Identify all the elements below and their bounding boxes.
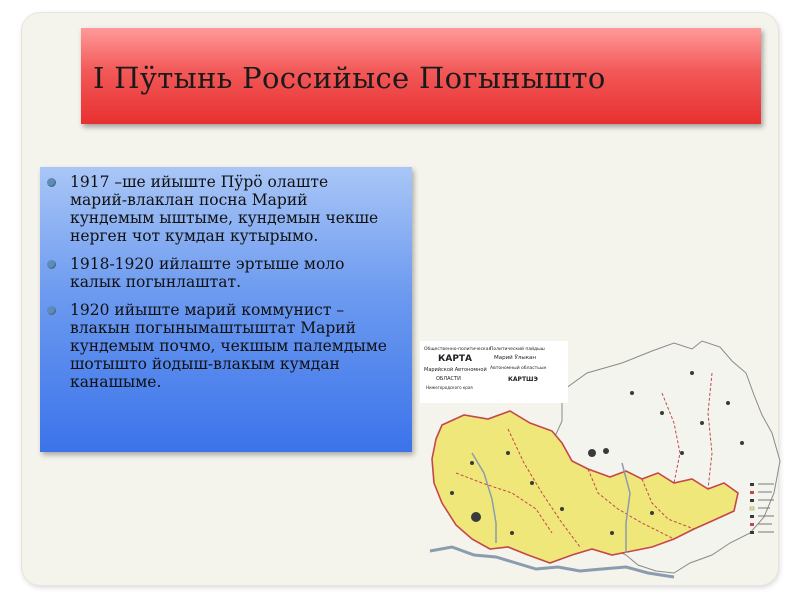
- map-legend-line: ОБЛАСТИ: [436, 376, 461, 382]
- map-legend-line: Марий Ӱлыкан: [494, 355, 537, 361]
- bullet-text: 1918-1920 ийлаште эртыше моло калык погынлаштат.: [70, 255, 345, 291]
- title-bar: [81, 28, 761, 124]
- bullet-dot-icon: [47, 178, 56, 187]
- map-legend-line: Автономный областьын: [490, 366, 547, 371]
- map-legend-line: КАРТШЭ: [508, 376, 538, 383]
- map-image: [412, 333, 782, 595]
- map-legend-line: Нижегородского края: [426, 385, 473, 390]
- content-box: [40, 167, 412, 452]
- bullet-list: [40, 173, 412, 401]
- bullet-item: [40, 173, 412, 245]
- bullet-item: [40, 255, 412, 291]
- bullet-text: 1917 –ше ийыште Пӱрӧ олаште марий-влаклан посна Марий кундемым ыштыме, кундемын чекше нерген чот кумдан кутырымо.: [70, 173, 379, 245]
- map-legend-line: Марийской Автономной: [424, 367, 487, 373]
- map-legend-line: Общественно-политическая: [424, 347, 492, 352]
- bullet-text: 1920 ийыште марий коммунист – влакын погынымаштыштат Марий кундемым почмо, чекшым палемдыме шотышто йодыш-влакым кумдан канашыме.: [70, 301, 387, 391]
- slide-title: I Пӱтынь Российысе Погынышто: [93, 61, 606, 95]
- map-legend-line: Политический пайдыш: [490, 347, 545, 352]
- map-legend-line: КАРТА: [438, 354, 473, 364]
- bullet-item: [40, 301, 412, 391]
- bullet-dot-icon: [47, 260, 56, 269]
- bullet-dot-icon: [47, 306, 56, 315]
